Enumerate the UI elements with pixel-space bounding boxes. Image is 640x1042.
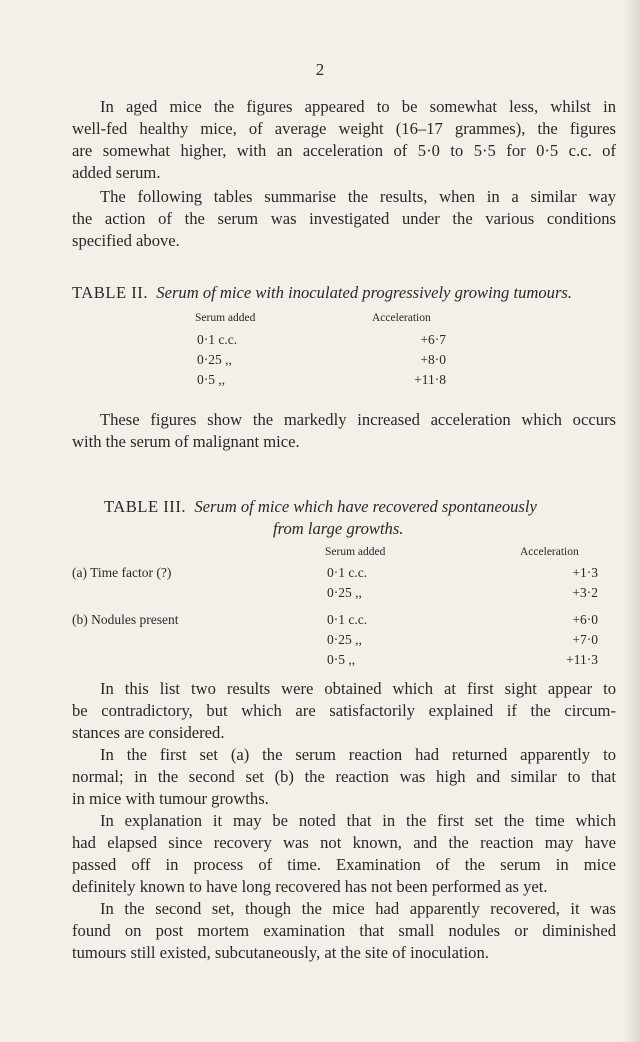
table-3-accel-cell: +3·2 <box>572 585 598 600</box>
text-line: normal; in the second set (b) the reaction was high and similar to that <box>72 767 616 786</box>
table-2-serum-cell: 0·1 c.c. <box>197 332 238 347</box>
table-2-serum-cell: 0·5 ,, <box>197 372 226 387</box>
text-line: passed off in process of time. Examination of the serum in mice <box>72 855 616 874</box>
table-3-serum-cell: 0·5 ,, <box>327 652 356 667</box>
table-3-accel-cell: +1·3 <box>572 565 598 580</box>
table-3-accel-cell: +7·0 <box>572 632 598 647</box>
table-3-serum-cell: 0·25 ,, <box>327 632 362 647</box>
table-3-label: TABLE III. <box>104 497 187 516</box>
table-3-serum-cell: 0·1 c.c. <box>327 565 368 580</box>
table-3-group-b-label: (b) Nodules present <box>72 612 179 627</box>
table-2-accel-cell: +11·8 <box>414 372 446 387</box>
table-3-col-acceleration: Acceleration <box>520 546 579 558</box>
text-line: are somewhat higher, with an acceleration of 5·0 to 5·5 for 0·5 c.c. of <box>72 141 616 160</box>
paragraph-second-set <box>72 898 616 964</box>
text-line: found on post mortem examination that small nodules or diminished <box>72 921 616 940</box>
paragraph-aged-mice <box>72 96 616 184</box>
table-3-serum-cell: 0·1 c.c. <box>327 612 368 627</box>
text-line: be contradictory, but which are satisfactorily explained if the circum- <box>72 701 616 720</box>
table-2-accel-cell: +8·0 <box>420 352 446 367</box>
text-line: In this list two results were obtained which at first sight appear to <box>100 679 616 698</box>
text-line: The following tables summarise the results, when in a similar way <box>100 187 616 206</box>
text-line: definitely known to have long recovered has not been performed as yet. <box>72 877 548 896</box>
text-line: In aged mice the figures appeared to be somewhat less, whilst in <box>100 97 616 116</box>
text-line: tumours still existed, subcutaneously, at the site of inoculation. <box>72 943 489 962</box>
text-line: stances are considered. <box>72 723 225 742</box>
table-2-accel-cell: +6·7 <box>420 332 446 347</box>
text-line: in mice with tumour growths. <box>72 789 269 808</box>
table-2-label: TABLE II. <box>72 283 148 302</box>
table-3-title <box>104 497 537 517</box>
page-edge-shadow <box>622 0 640 1042</box>
table-3-serum-cell: 0·25 ,, <box>327 585 362 600</box>
table-2-serum-cell: 0·25 ,, <box>197 352 232 367</box>
paragraph-figures-show <box>72 409 616 453</box>
paragraph-first-set <box>72 744 616 810</box>
text-line: well-fed healthy mice, of average weight (16–17 grammes), the figures <box>72 119 616 138</box>
table-2-col-serum: Serum added <box>195 312 256 324</box>
text-line: In explanation it may be noted that in the first set the time which <box>100 811 616 830</box>
table-3-caption-line-2: from large growths. <box>273 519 404 538</box>
table-3-caption-line-1: Serum of mice which have recovered spontaneously <box>194 497 537 516</box>
table-2-caption: Serum of mice with inoculated progressively growing tumours. <box>156 283 573 302</box>
paragraph-two-results <box>72 678 616 744</box>
paragraph-tables-summary <box>72 186 616 252</box>
table-3-accel-cell: +11·3 <box>566 652 598 667</box>
page-number: 2 <box>315 60 325 79</box>
text-line: In the second set, though the mice had apparently recovered, it was <box>100 899 616 918</box>
text-line: the action of the serum was investigated under the various conditions <box>72 209 616 228</box>
text-line: specified above. <box>72 231 180 250</box>
table-3-group-a-label: (a) Time factor (?) <box>72 565 172 580</box>
text-line: added serum. <box>72 163 161 182</box>
table-3-title-continued <box>273 519 403 539</box>
text-line: These figures show the markedly increased acceleration which occurs <box>100 410 616 429</box>
table-3-col-serum: Serum added <box>325 546 386 558</box>
text-line: In the first set (a) the serum reaction had returned apparently to <box>100 745 616 764</box>
text-line: with the serum of malignant mice. <box>72 432 300 451</box>
table-2-col-acceleration: Acceleration <box>372 312 431 324</box>
text-line: had elapsed since recovery was not known, and the reaction may have <box>72 833 616 852</box>
paragraph-explanation <box>72 810 616 898</box>
table-2-title <box>72 283 572 303</box>
table-3-accel-cell: +6·0 <box>572 612 598 627</box>
